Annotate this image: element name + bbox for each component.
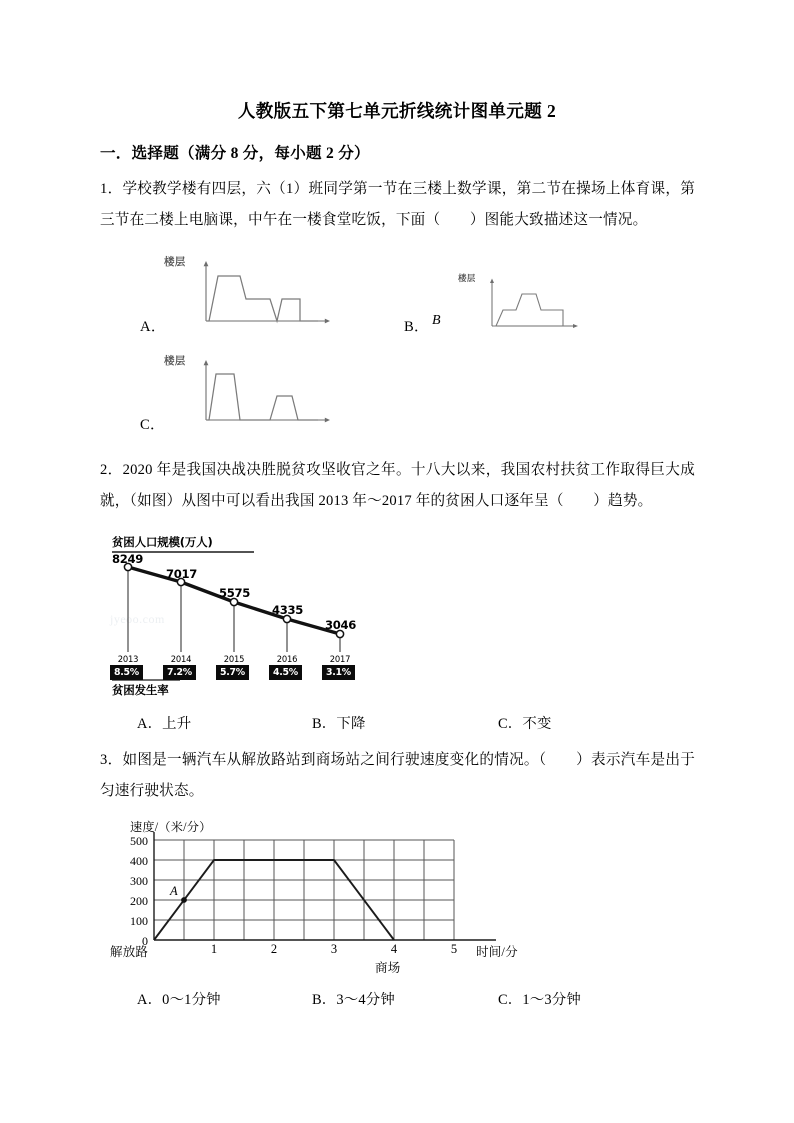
question-1-choice-c-label[interactable]: C． bbox=[140, 417, 165, 433]
question-2-text: 2．2020 年是我国决战决胜脱贫攻坚收官之年。十八大以来，我国农村扶贫工作取得巨大成就，（如图）从图中可以看出我国 2013 年～2017 年的贫困人口逐年呈（ ）趋势。 bbox=[100, 462, 695, 509]
speed-ytick-300: 300 bbox=[130, 874, 148, 888]
option-c-svg bbox=[178, 352, 338, 430]
question-2-poverty-chart bbox=[108, 534, 386, 700]
question-1-option-c-chart bbox=[164, 352, 338, 430]
poverty-value-2013: 8249 bbox=[112, 552, 144, 566]
poverty-rate-2015: 5.7% bbox=[216, 665, 249, 680]
speed-end-place-label: 商场 bbox=[375, 961, 401, 975]
poverty-year-2015: 2015 bbox=[223, 654, 245, 664]
question-3-option-b[interactable]: B．3～4分钟 bbox=[312, 992, 395, 1008]
poverty-year-2014: 2014 bbox=[170, 654, 192, 664]
question-1-option-a-chart bbox=[164, 253, 338, 331]
floor-axis-label-c: 楼层 bbox=[164, 356, 186, 367]
question-2-option-c[interactable]: C．不变 bbox=[498, 716, 552, 732]
speed-ytick-200: 200 bbox=[130, 894, 148, 908]
option-a-svg bbox=[178, 253, 338, 331]
poverty-value-2016: 4335 bbox=[272, 603, 304, 617]
page-title: 人教版五下第七单元折线统计图单元题 2 bbox=[237, 101, 557, 121]
question-1-option-b-chart bbox=[458, 272, 590, 334]
speed-x-axis-label: 时间/分 bbox=[476, 945, 518, 959]
question-3-text: 3．如图是一辆汽车从解放路站到商场站之间行驶速度变化的情况。（ ）表示汽车是出于匀速行驶状态。 bbox=[100, 752, 695, 799]
speed-ytick-500: 500 bbox=[130, 834, 148, 848]
stray-b-glyph: B bbox=[432, 313, 441, 328]
poverty-rate-2013: 8.5% bbox=[110, 665, 143, 680]
poverty-rate-2016: 4.5% bbox=[269, 665, 302, 680]
question-2-option-a[interactable]: A．上升 bbox=[137, 716, 192, 732]
poverty-chart-title: 贫困人口规模(万人) bbox=[112, 535, 213, 549]
question-1-choice-b-label[interactable]: B． bbox=[404, 319, 429, 335]
floor-axis-label-b: 楼层 bbox=[458, 273, 476, 283]
watermark-text: jyeoo.com bbox=[110, 612, 165, 626]
speed-xtick-5: 5 bbox=[450, 942, 458, 956]
question-1-text: 1．学校教学楼有四层，六（1）班同学第一节在三楼上数学课，第二节在操场上体育课，第三节在二楼上电脑课，中午在一楼食堂吃饭，下面（ ）图能大致描述这一情况。 bbox=[100, 181, 695, 228]
poverty-rate-2017: 3.1% bbox=[322, 665, 355, 680]
speed-point-a-label: A bbox=[170, 884, 178, 898]
speed-xtick-3: 3 bbox=[330, 942, 338, 956]
poverty-value-2015: 5575 bbox=[219, 586, 251, 600]
floor-axis-label-a: 楼层 bbox=[164, 257, 186, 268]
speed-ytick-0: 0 bbox=[142, 934, 148, 948]
poverty-value-2014: 7017 bbox=[166, 567, 198, 581]
section-heading: 一．选择题（满分 8 分，每小题 2 分） bbox=[100, 145, 370, 162]
speed-origin-place-label: 解放路 bbox=[110, 945, 149, 959]
question-3-option-a[interactable]: A．0～1分钟 bbox=[137, 992, 221, 1008]
question-2-option-b[interactable]: B．下降 bbox=[312, 716, 366, 732]
poverty-value-2017: 3046 bbox=[325, 618, 357, 632]
option-b-svg bbox=[470, 272, 590, 334]
speed-ytick-100: 100 bbox=[130, 914, 148, 928]
speed-ytick-400: 400 bbox=[130, 854, 148, 868]
poverty-year-2017: 2017 bbox=[329, 654, 351, 664]
poverty-year-2016: 2016 bbox=[276, 654, 298, 664]
speed-xtick-1: 1 bbox=[210, 942, 218, 956]
speed-y-axis-label: 速度/（米/分） bbox=[130, 820, 212, 834]
question-1-choice-a-label[interactable]: A． bbox=[140, 319, 166, 335]
poverty-year-2013: 2013 bbox=[117, 654, 139, 664]
poverty-rate-2014: 7.2% bbox=[163, 665, 196, 680]
question-3-option-c[interactable]: C．1～3分钟 bbox=[498, 992, 581, 1008]
speed-xtick-2: 2 bbox=[270, 942, 278, 956]
question-3-speed-chart bbox=[104, 818, 518, 978]
speed-xtick-4: 4 bbox=[390, 942, 398, 956]
poverty-chart-footer-label: 贫困发生率 bbox=[112, 683, 169, 697]
